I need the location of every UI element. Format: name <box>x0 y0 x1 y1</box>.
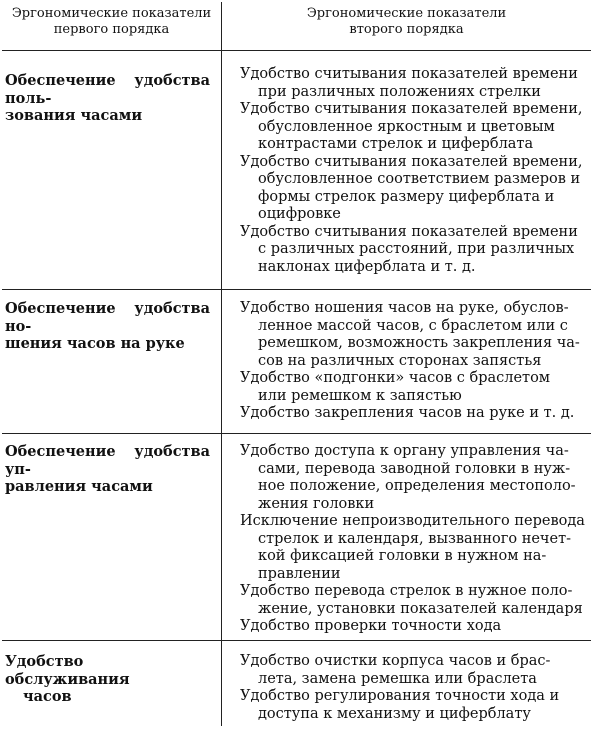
list-item: Удобство считывания показателей времени при различных положениях стрелки <box>240 66 578 100</box>
row-1-first-order: Обеспечение удобства поль- зования часами <box>5 72 210 124</box>
list-item: Удобство ношения часов на руке, обуслов- ленное массой часов, с браслетом или с ремешком, возможность закрепления ча- сов на различных сторонах запястья <box>240 300 580 369</box>
list-item: Удобство считывания показателей времени с различных расстояний, при различных наклонах циферблата и т. д. <box>240 223 578 275</box>
list-item: Исключение непроизводительного перевода стрелок и календаря, вызванного нечет- кой фиксацией головки в нужном на- правлении <box>240 513 585 582</box>
row-1-second-order <box>240 66 590 276</box>
list-item: Удобство доступа к органу управления ча- сами, перевода заводной головки в нуж- ное положение, определения местополо- жения головки <box>240 443 576 512</box>
header-col-second-order: Эргономические показатели второго порядка <box>306 6 507 37</box>
column-divider <box>221 2 222 726</box>
row-divider-3 <box>2 640 591 641</box>
row-2-second-order <box>240 300 590 423</box>
list-item: Удобство очистки корпуса часов и брас- лета, замена ремешка или браслета <box>240 653 551 687</box>
list-item: Удобство перевода стрелок в нужное поло- жение, установки показателей календаря <box>240 583 583 617</box>
row-4-first-order: Удобство обслуживания часов <box>5 653 130 705</box>
row-divider-1 <box>2 289 591 290</box>
list-item: Удобство регулирования точности хода и доступа к механизму и циферблату <box>240 688 560 722</box>
list-item: Удобство «подгонки» часов с браслетом или ремешком к запястью <box>240 370 551 404</box>
row-3-second-order <box>240 443 590 636</box>
row-divider-2 <box>2 433 591 434</box>
list-item: Удобство считывания показателей времени, обусловленное соответствием размеров и формы стрелок размеру циферблата и оцифровке <box>240 153 583 222</box>
list-item: Удобство считывания показателей времени, обусловленное яркостным и цветовым контрастами стрелок и циферблата <box>240 101 583 152</box>
list-item: Удобство закрепления часов на руке и т. д. <box>240 405 575 421</box>
header-divider <box>2 50 591 51</box>
header-col-first-order: Эргономические показатели первого порядка <box>11 6 212 37</box>
list-item: Удобство проверки точности хода <box>240 618 502 634</box>
row-4-second-order <box>240 653 590 723</box>
row-3-first-order: Обеспечение удобства уп- равления часами <box>5 443 210 495</box>
row-2-first-order: Обеспечение удобства но- шения часов на руке <box>5 300 210 352</box>
